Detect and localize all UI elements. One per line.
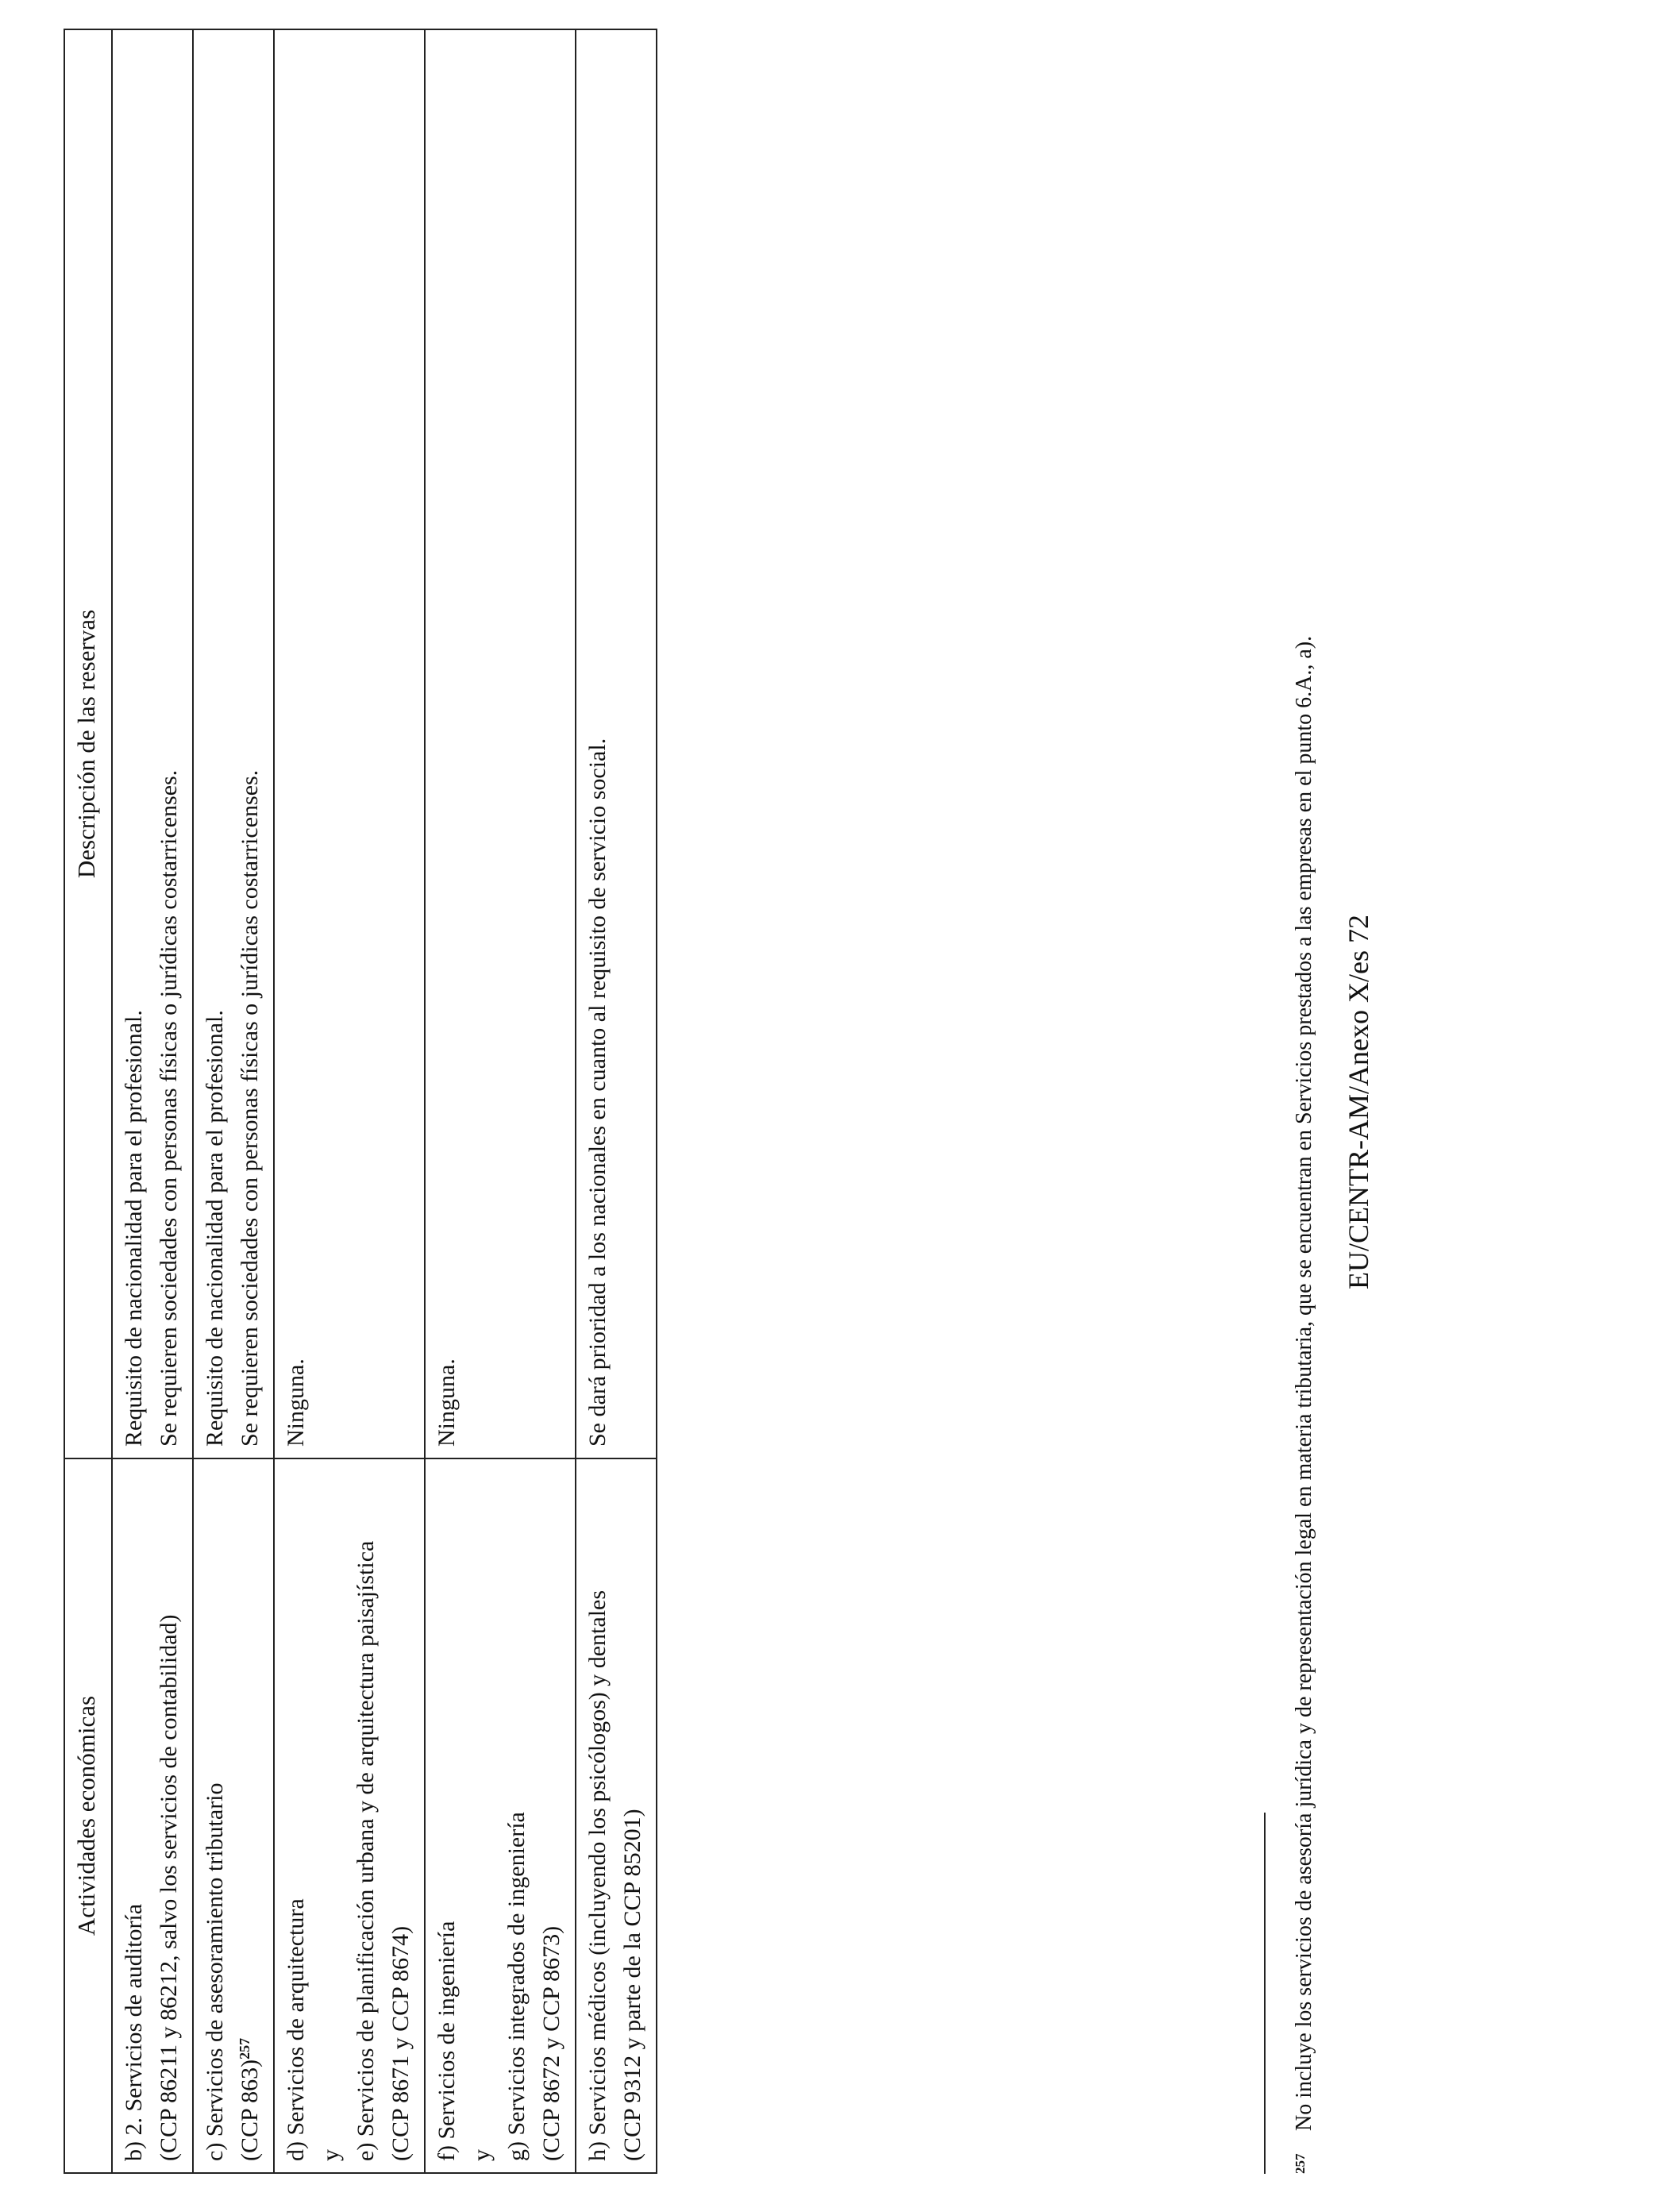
- description-line: Se dará prioridad a los nacionales en cuanto al requisito de servicio social.: [584, 738, 611, 1447]
- description-line: Ninguna.: [283, 1358, 309, 1447]
- description-line: Se requieren sociedades con personas físicas o jurídicas costarricenses.: [156, 769, 182, 1447]
- description-cell: [193, 29, 274, 1458]
- description-cell: [274, 29, 425, 1458]
- activity-line: c) Servicios de asesoramiento tributario: [202, 1782, 228, 2161]
- activity-code: (CCP 863): [237, 2059, 263, 2161]
- activity-line: y: [468, 2149, 495, 2161]
- footnote: [1288, 110, 1317, 2174]
- activity-line: (CCP 8672 y CCP 8673): [538, 1925, 564, 2161]
- table-row: [112, 29, 193, 2173]
- activity-line: (CCP 9312 y parte de la CCP 85201): [619, 1809, 645, 2161]
- reservations-table: [64, 29, 657, 2174]
- description-line: Ninguna.: [433, 1358, 460, 1447]
- table-row: [274, 29, 425, 2173]
- activity-line: e) Servicios de planificación urbana y de arquitectura paisajística: [353, 1540, 379, 2161]
- description-cell: [112, 29, 193, 1458]
- activity-line: y: [318, 2149, 344, 2161]
- description-line: Se requieren sociedades con personas físicas o jurídicas costarricenses.: [237, 769, 263, 1447]
- activity-cell: [576, 1458, 657, 2173]
- table-header-row: [64, 29, 112, 2173]
- activity-line: (CCP 8671 y CCP 8674): [387, 1925, 414, 2161]
- footnote-number: 257: [1293, 2153, 1308, 2174]
- description-cell: [576, 29, 657, 1458]
- activity-line: h) Servicios médicos (incluyendo los psicólogos) y dentales: [584, 1589, 611, 2161]
- document-reference: EU/CENTR-AM/Anexo X/es 72: [1343, 915, 1374, 1289]
- footnote-separator: [1264, 1813, 1266, 2174]
- header-economic-activities: Actividades económicas: [64, 1458, 112, 2173]
- footnote-reference: 257: [237, 2037, 252, 2060]
- activity-line-with-footnote: [237, 1470, 264, 2161]
- table-row: [425, 29, 576, 2173]
- activity-cell: [112, 1458, 193, 2173]
- activity-cell: [193, 1458, 274, 2173]
- header-reservations-description: Descripción de las reservas: [64, 29, 112, 1458]
- activity-line: d) Servicios de arquitectura: [283, 1898, 309, 2161]
- activity-line: (CCP 86211 y 86212, salvo los servicios de contabilidad): [156, 1614, 182, 2161]
- activity-cell: [274, 1458, 425, 2173]
- activity-line: f) Servicios de ingeniería: [433, 1921, 460, 2161]
- activity-cell: [425, 1458, 576, 2173]
- activity-line: g) Servicios integrados de ingeniería: [503, 1812, 530, 2161]
- description-line: Requisito de nacionalidad para el profesional.: [121, 1010, 147, 1447]
- table-row: [193, 29, 274, 2173]
- activity-line: b) 2. Servicios de auditoría: [121, 1903, 147, 2161]
- footnote-text: No incluye los servicios de asesoría jurídica y de representación legal en materia tributaria, que se encuentran en Servicios prestados a las empresas en el punto 6.A., a).: [1292, 635, 1316, 2131]
- description-line: Requisito de nacionalidad para el profesional.: [202, 1010, 228, 1447]
- description-cell: [425, 29, 576, 1458]
- table-row: [576, 29, 657, 2173]
